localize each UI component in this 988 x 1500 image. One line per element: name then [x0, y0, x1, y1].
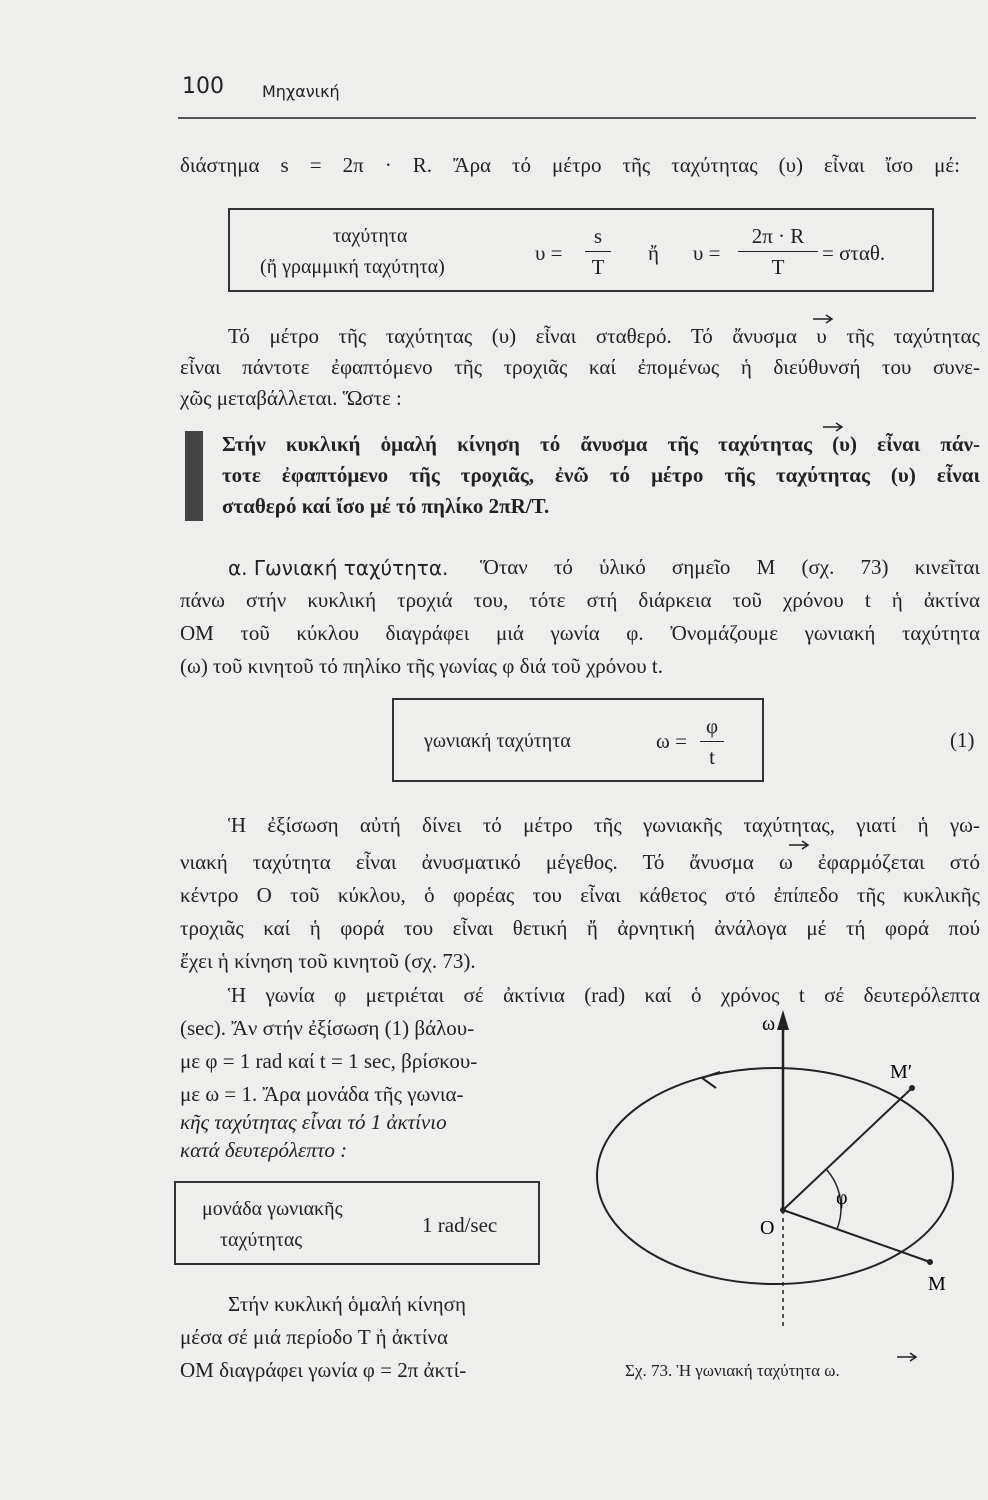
speed-eq2-denominator: T [771, 255, 785, 279]
highlight-line1: Στήν κυκλική ὁμαλή κίνηση τό ἄνυσμα τῆς ταχύτητας (υ) εἶναι πάν- [222, 432, 980, 456]
equation-number: (1) [950, 728, 975, 752]
header-rule [178, 117, 976, 119]
unit-box [174, 1181, 540, 1265]
center-point [780, 1207, 786, 1213]
unit-label-line1: μονάδα γωνιακῆς [202, 1198, 343, 1220]
para1-line2: εἶναι πάντοτε ἐφαπτόμενο τῆς τροχιᾶς καί ἐπομένως ἡ διεύθυνσή του συνε- [180, 355, 980, 379]
speed-eq2-lhs: υ = [693, 241, 721, 265]
radius-om [783, 1210, 930, 1262]
unit-label-line2: ταχύτητας [220, 1229, 303, 1251]
para3-line1: Ἡ γωνία φ μετριέται σέ ἀκτίνια (rad) καί ὁ χρόνος t σέ δευτερόλεπτα [228, 983, 980, 1007]
omega-eq-lhs: ω = [656, 729, 687, 753]
omega-eq-bar [700, 741, 724, 742]
m-label: Μ [928, 1273, 946, 1295]
speed-eq1-denominator: T [591, 255, 605, 279]
speed-eq2-bar [738, 251, 818, 252]
para2-line5: ἔχει ἡ κίνηση τοῦ κινητοῦ (σχ. 73). [180, 949, 476, 973]
intro-line: διάστημα s = 2π · R. Ἄρα τό μέτρο τῆς ταχύτητας (υ) εἶναι ἴσο μέ: [180, 153, 960, 177]
angular-velocity-formula-box [392, 698, 764, 782]
o-label: Ο [760, 1217, 775, 1239]
highlight-line3: σταθερό καί ἴσο μέ τό πηλίκο 2πR/T. [222, 494, 550, 518]
speed-eq2-rhs: = σταθ. [822, 241, 886, 265]
para1-line3: χῶς μεταβάλλεται. Ὥστε : [180, 386, 402, 410]
page-number: 100 [182, 74, 224, 99]
section-a-line3: ΟΜ τοῦ κύκλου διαγράφει μιά γωνία φ. Ὀνομάζουμε γωνιακή ταχύτητα [180, 621, 980, 645]
figure-73 [590, 1000, 980, 1380]
point-m [927, 1259, 933, 1265]
m-prime-label: Μ′ [890, 1061, 913, 1083]
vector-arrow-icon [788, 840, 810, 850]
section-heading-angular-velocity: α. Γωνιακή ταχύτητα. [228, 556, 449, 580]
speed-eq1-numerator: s [593, 224, 603, 248]
para2-line4: τροχιᾶς καί ἡ φορά του εἶναι θετική ἤ ἀρνητική ἀνάλογα μέ τή φορά πού [180, 916, 980, 940]
speed-label: ταχύτητα [333, 225, 408, 247]
omega-arrowhead-icon [777, 1010, 789, 1030]
para3-line6: κατά δευτερόλεπτο : [180, 1138, 348, 1162]
vector-arrow-icon [822, 422, 844, 432]
speed-formula-box [228, 208, 934, 292]
para3-line3: με φ = 1 rad καί t = 1 sec, βρίσκου- [180, 1049, 478, 1073]
highlight-line2: τοτε ἐφαπτόμενο τῆς τροχιᾶς, ἐνῶ τό μέτρο τῆς ταχύτητας (υ) εἶναι [222, 463, 980, 487]
para3-line4: με ω = 1. Ἄρα μονάδα τῆς γωνια- [180, 1082, 464, 1106]
highlight-bar [185, 431, 203, 521]
speed-eq1-lhs: υ = [535, 241, 563, 265]
omega-label: ω [762, 1013, 776, 1035]
para2-line2: νιακή ταχύτητα εἶναι ἀνυσματικό μέγεθος. Τό ἄνυσμα ω ἐφαρμόζεται στό [180, 850, 980, 874]
phi-label: φ [836, 1187, 848, 1209]
para1-line1: Τό μέτρο τῆς ταχύτητας (υ) εἶναι σταθερό. Τό ἄνυσμα υ τῆς ταχύτητας [228, 324, 980, 348]
or-text: ἤ [648, 241, 659, 265]
para2-line1: Ἡ ἐξίσωση αὐτή δίνει τό μέτρο τῆς γωνιακῆς ταχύτητας, γιατί ἡ γω- [228, 813, 980, 837]
angular-velocity-label: γωνιακή ταχύτητα [424, 730, 571, 752]
omega-eq-numerator: φ [705, 714, 719, 738]
para2-line3: κέντρο Ο τοῦ κύκλου, ὁ φορέας του εἶναι κάθετος στό ἐπίπεδο τῆς κυκλικῆς [180, 883, 980, 907]
para4-line3: ΟΜ διαγράφει γωνία φ = 2π ἀκτί- [180, 1358, 467, 1382]
figure-caption: Σχ. 73. Ἡ γωνιακή ταχύτητα ω. [625, 1361, 840, 1380]
section-a-line4: (ω) τοῦ κινητοῦ τό πηλίκο τῆς γωνίας φ διά τοῦ χρόνου t. [180, 654, 663, 678]
linear-speed-label: (ἤ γραμμική ταχύτητα) [260, 256, 445, 278]
para3-line5: κῆς ταχύτητας εἶναι τό 1 ἀκτίνιο [180, 1110, 447, 1134]
running-title: Μηχανική [262, 82, 340, 101]
vector-arrow-icon [896, 1352, 918, 1362]
speed-eq1-bar [585, 251, 611, 252]
para4-line1: Στήν κυκλική ὁμαλή κίνηση [228, 1292, 466, 1316]
para4-line2: μέσα σέ μιά περίοδο T ἡ ἀκτίνα [180, 1325, 448, 1349]
point-m-prime [909, 1085, 915, 1091]
section-a-line1: Ὅταν τό ὑλικό σημεῖο Μ (σχ. 73) κινεῖται [480, 555, 980, 579]
speed-eq2-numerator: 2π · R [751, 224, 805, 248]
section-a-line2: πάνω στήν κυκλική τροχιά του, τότε στή διάρκεια τοῦ χρόνου t ἡ ἀκτίνα [180, 588, 980, 612]
unit-value: 1 rad/sec [422, 1213, 498, 1237]
para3-line2: (sec). Ἄν στήν ἐξίσωση (1) βάλου- [180, 1016, 475, 1040]
vector-arrow-icon [812, 314, 834, 324]
omega-eq-denominator: t [709, 745, 715, 769]
